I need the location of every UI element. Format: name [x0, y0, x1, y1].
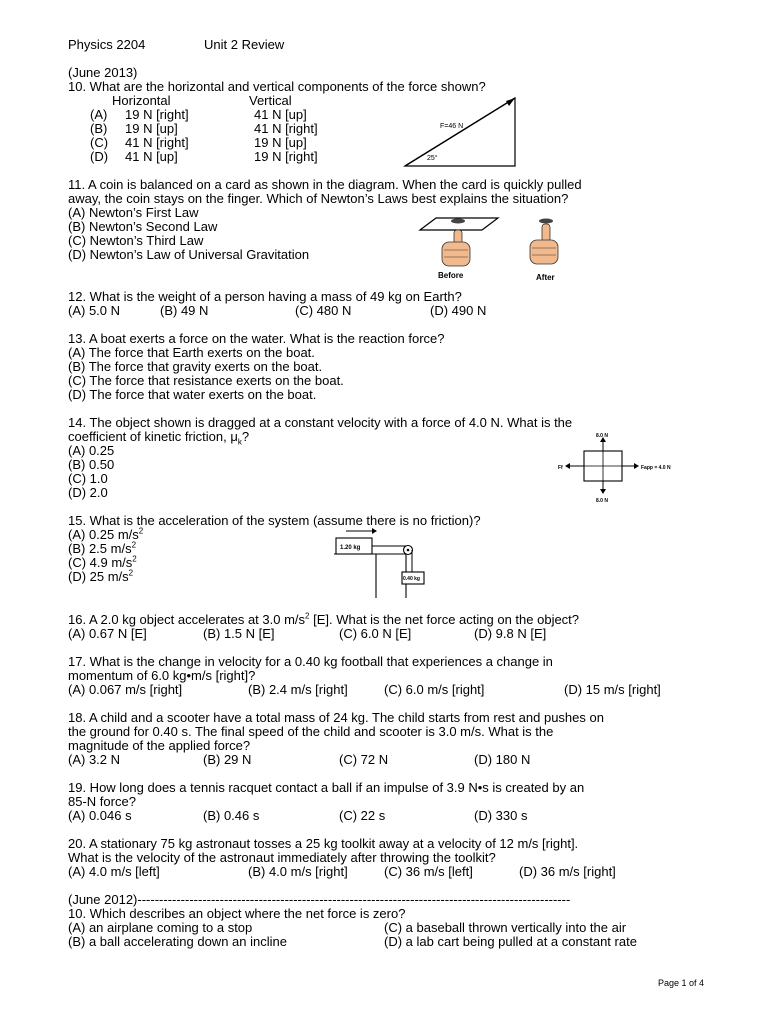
q18-option-c: (C) 72 N — [339, 752, 389, 767]
q18-option-b: (B) 29 N — [203, 752, 252, 767]
q17-option-d: (D) 15 m/s [right] — [564, 682, 661, 697]
q18-stem-line1: 18. A child and a scooter have a total mass of 24 kg. The child starts from rest and pushes on — [68, 710, 604, 725]
force-triangle-diagram — [400, 94, 522, 170]
q10-col-horizontal: Horizontal — [112, 93, 171, 108]
force-vector-line — [405, 98, 515, 166]
q20-option-a: (A) 4.0 m/s [left] — [68, 864, 160, 879]
coin-card-diagram — [418, 208, 588, 286]
q11-stem-line2: away, the coin stays on the finger. Which of Newton’s Laws best explains the situation? — [68, 191, 569, 206]
q14-stem-line2: coefficient of kinetic friction, $\mu_k$? — [68, 429, 250, 447]
q16-option-a: (A) 0.67 N [E] — [68, 626, 147, 641]
motion-arrowhead — [372, 528, 377, 534]
q17-option-b: (B) 2.4 m/s [right] — [248, 682, 348, 697]
finger-shape — [542, 224, 550, 242]
coin-shape — [451, 219, 465, 224]
q10-stem: 10. What are the horizontal and vertical components of the force shown? — [68, 79, 486, 94]
q10-option-vertical: 19 N [right] — [254, 149, 318, 164]
q12-stem: 12. What is the weight of a person having a mass of 49 kg on Earth? — [68, 289, 462, 304]
q14-option-d: (D) 2.0 — [68, 485, 108, 500]
q19-stem-line2: 85-N force? — [68, 794, 136, 809]
q14-option-b: (B) 0.50 — [68, 457, 115, 472]
pulley-system-diagram — [328, 528, 434, 600]
q13-option-c: (C) The force that resistance exerts on the boat. — [68, 373, 344, 388]
q11-option-d: (D) Newton’s Law of Universal Gravitation — [68, 247, 310, 262]
q16-option-b: (B) 1.5 N [E] — [203, 626, 275, 641]
q18-option-a: (A) 3.2 N — [68, 752, 121, 767]
q14-option-a: (A) 0.25 — [68, 443, 115, 458]
free-body-diagram — [556, 432, 676, 502]
q10-col-vertical: Vertical — [249, 93, 292, 108]
q20-option-c: (C) 36 m/s [left] — [384, 864, 473, 879]
q18-option-d: (D) 180 N — [474, 752, 531, 767]
q12-option-d: (D) 490 N — [430, 303, 487, 318]
q20-option-b: (B) 4.0 m/s [right] — [248, 864, 348, 879]
course-title: Physics 2204 — [68, 37, 146, 52]
block-2-mass-label: 0.40 kg — [403, 576, 420, 582]
q16-option-c: (C) 6.0 N [E] — [339, 626, 412, 641]
q20-option-d: (D) 36 m/s [right] — [519, 864, 616, 879]
q11-stem-line1: 11. A coin is balanced on a card as shown in the diagram. When the card is quickly pulled — [68, 177, 582, 192]
q13-option-d: (D) The force that water exerts on the boat. — [68, 387, 317, 402]
left-arrowhead — [565, 463, 570, 469]
q10-option-horizontal: 19 N [up] — [125, 121, 178, 136]
q18-stem-line2: the ground for 0.40 s. The final speed of the child and scooter is 3.0 m/s. What is the — [68, 724, 554, 739]
q13-option-a: (A) The force that Earth exerts on the boat. — [68, 345, 315, 360]
q12-option-a: (A) 5.0 N — [68, 303, 121, 318]
force-label: F=46 N — [440, 123, 464, 130]
q15-stem: 15. What is the acceleration of the system (assume there is no friction)? — [68, 513, 481, 528]
q20-stem-line1: 20. A stationary 75 kg astronaut tosses a 25 kg toolkit away at a velocity of 12 m/s [right]. — [68, 836, 579, 851]
q11-option-c: (C) Newton’s Third Law — [68, 233, 204, 248]
q19-option-c: (C) 22 s — [339, 808, 386, 823]
q10-option-vertical: 19 N [up] — [254, 135, 307, 150]
q12-option-b: (B) 49 N — [160, 303, 209, 318]
q14-stem-line1: 14. The object shown is dragged at a constant velocity with a force of 4.0 N. What is the — [68, 415, 573, 430]
q15-option-c: (C) 4.9 $m/s^2$ — [68, 554, 137, 570]
force-arrowhead — [506, 98, 515, 106]
q14-option-c: (C) 1.0 — [68, 471, 108, 486]
q15-option-b: (B) 2.5 $m/s^2$ — [68, 540, 137, 556]
coin-shape — [539, 219, 553, 224]
q15-option-a: (A) 0.25 $m/s^2$ — [68, 526, 144, 542]
page-number: Page 1 of 4 — [657, 978, 704, 988]
q17-stem-line1: 17. What is the change in velocity for a 0.40 kg football that experiences a change in — [68, 654, 553, 669]
q10b-option-c: (C) a baseball thrown vertically into the air — [384, 920, 627, 935]
q10-option-vertical: 41 N [up] — [254, 107, 307, 122]
q13-stem: 13. A boat exerts a force on the water. What is the reaction force? — [68, 331, 445, 346]
q10-option-letter: (C) — [90, 135, 109, 150]
q19-stem-line1: 19. How long does a tennis racquet contact a ball if an impulse of 3.9 N•s is created by an — [68, 780, 585, 795]
q12-option-c: (C) 480 N — [295, 303, 352, 318]
q10-option-horizontal: 41 N [up] — [125, 149, 178, 164]
section-label-june-2013: (June 2013) — [68, 65, 138, 80]
normal-force-label: 8.0 N — [596, 433, 608, 439]
down-arrowhead — [600, 489, 606, 494]
after-label: After — [536, 273, 555, 282]
q13-option-b: (B) The force that gravity exerts on the boat. — [68, 359, 323, 374]
q17-stem-line2: momentum of 6.0 kg•m/s [right]? — [68, 668, 256, 683]
section-label-june-2012: (June 2012)---------------------------------------------------------------------------------------------------- — [68, 893, 571, 907]
fist-shape — [530, 240, 558, 264]
unit-title: Unit 2 Review — [204, 37, 285, 52]
q10-option-letter: (A) — [90, 107, 108, 122]
block-1-mass-label: 1.20 kg — [340, 545, 361, 551]
q10b-option-a: (A) an airplane coming to a stop — [68, 920, 253, 935]
q10b-option-b: (B) a ball accelerating down an incline — [68, 934, 287, 949]
q10-option-letter: (D) — [90, 149, 109, 164]
q19-option-d: (D) 330 s — [474, 808, 528, 823]
q19-option-b: (B) 0.46 s — [203, 808, 260, 823]
q20-stem-line2: What is the velocity of the astronaut immediately after throwing the toolkit? — [68, 850, 496, 865]
right-arrowhead — [634, 463, 639, 469]
q17-option-c: (C) 6.0 m/s [right] — [384, 682, 485, 697]
fist-shape — [442, 242, 470, 266]
before-label: Before — [438, 271, 464, 280]
q10-option-vertical: 41 N [right] — [254, 121, 318, 136]
q17-option-a: (A) 0.067 m/s [right] — [68, 682, 183, 697]
angle-label: 25° — [427, 155, 438, 162]
weight-force-label: 8.0 N — [596, 498, 608, 502]
q10b-stem: 10. Which describes an object where the net force is zero? — [68, 906, 406, 921]
q16-stem: 16. A 2.0 kg object accelerates at 3.0 $m/s^2$ [E]. What is the net force acting on the object? — [68, 611, 580, 627]
applied-force-label: Fapp = 4.0 N — [641, 465, 671, 471]
q11-option-a: (A) Newton’s First Law — [68, 205, 199, 220]
q19-option-a: (A) 0.046 s — [68, 808, 132, 823]
q10-option-letter: (B) — [90, 121, 108, 136]
q11-option-b: (B) Newton’s Second Law — [68, 219, 218, 234]
q10-option-horizontal: 19 N [right] — [125, 107, 189, 122]
q18-stem-line3: magnitude of the applied force? — [68, 738, 251, 753]
friction-force-label: Ff — [558, 465, 563, 471]
q15-option-d: (D) 25 $m/s^2$ — [68, 568, 134, 584]
q10-option-horizontal: 41 N [right] — [125, 135, 189, 150]
q16-option-d: (D) 9.8 N [E] — [474, 626, 547, 641]
q10b-option-d: (D) a lab cart being pulled at a constant rate — [384, 934, 637, 949]
